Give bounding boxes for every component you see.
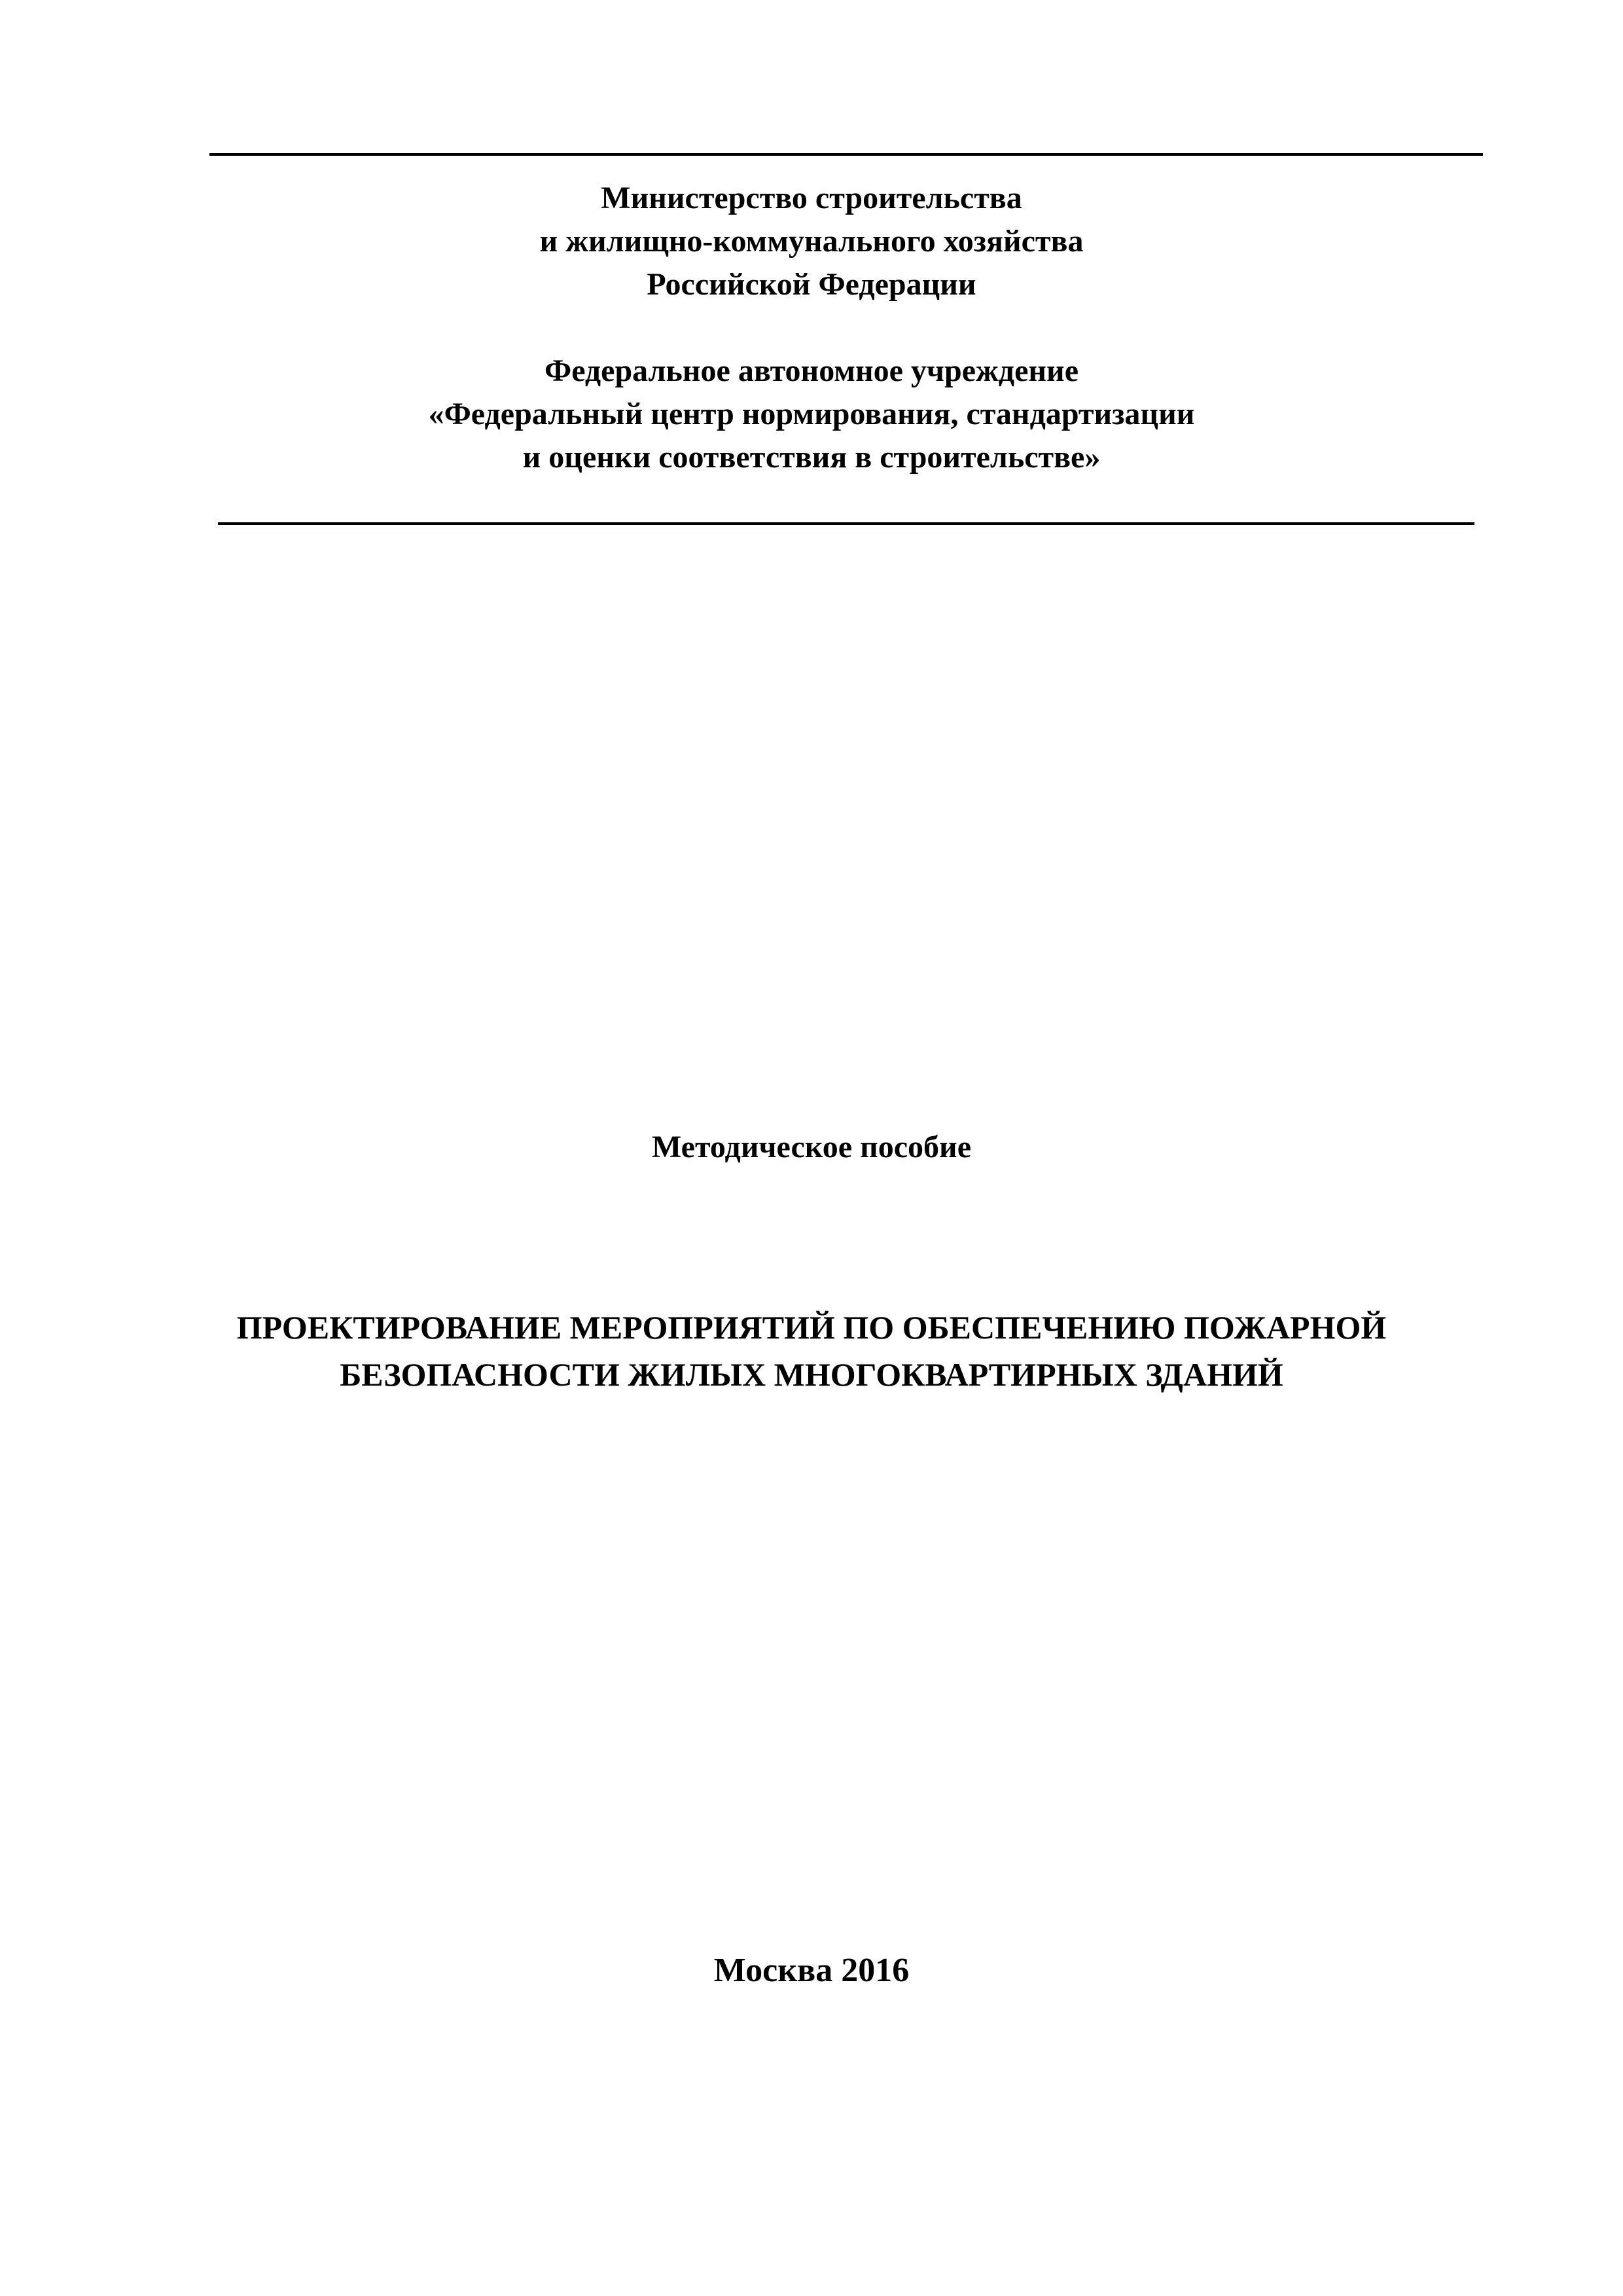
ministry-name (0, 177, 1623, 306)
city-year (0, 1948, 1623, 1994)
institution-name (0, 350, 1623, 479)
ministry-line: Российской Федерации (647, 267, 976, 302)
header-bottom-rule (218, 522, 1474, 525)
institution-line: «Федеральный центр нормирования, стандартизации (428, 397, 1195, 431)
ministry-line: и жилищно-коммунального хозяйства (539, 224, 1084, 259)
document-title (0, 1304, 1623, 1398)
ministry-line: Министерство строительства (601, 181, 1022, 215)
header-top-rule (209, 153, 1483, 156)
document-type (0, 1126, 1623, 1169)
institution-line: и оценки соответствия в строительстве» (522, 440, 1101, 475)
institution-line: Федеральное автономное учреждение (544, 353, 1079, 388)
title-line: БЕЗОПАСНОСТИ ЖИЛЫХ МНОГОКВАРТИРНЫХ ЗДАНИЙ (340, 1356, 1283, 1393)
title-line: ПРОЕКТИРОВАНИЕ МЕРОПРИЯТИЙ ПО ОБЕСПЕЧЕНИЮ ПОЖАРНОЙ (236, 1309, 1387, 1346)
city-year-label: Москва 2016 (713, 1952, 910, 1989)
document-type-label: Методическое пособие (652, 1130, 971, 1164)
